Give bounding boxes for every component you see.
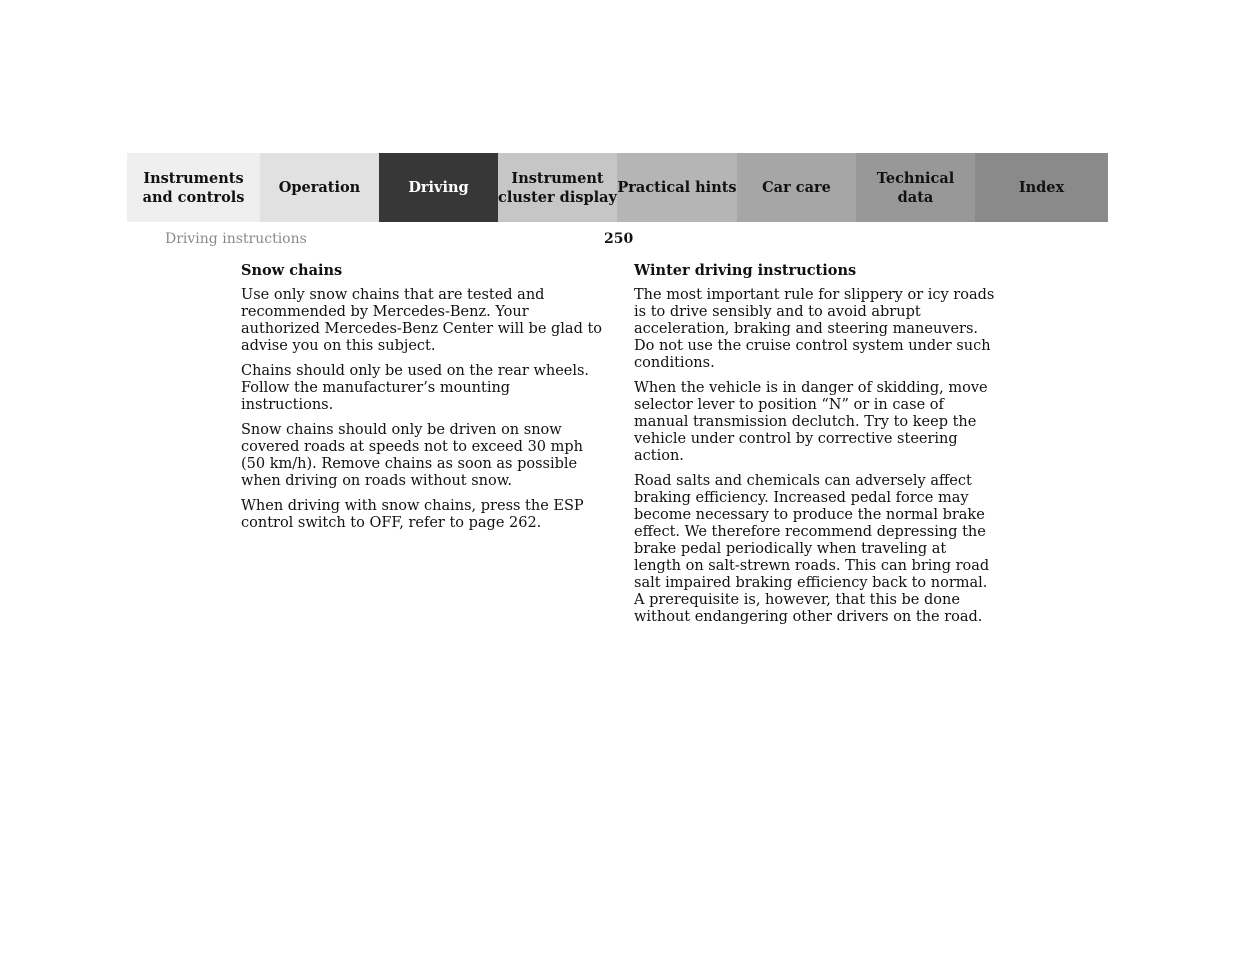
winter-driving-paragraph: Road salts and chemicals can adversely affect braking efficiency. Increased pedal force may become necessary to produce the normal brake effect. We therefore recommend depressing the brake pedal periodically when traveling at length on salt-strewn roads. This can bring road salt impaired braking efficiency back to normal. A prerequisite is, however, that this be done without endangering other drivers on the road. [634,473,990,625]
tab-instruments-and-controls[interactable]: Instruments and controls [127,153,260,222]
winter-driving-paragraph: When the vehicle is in danger of skidding, move selector lever to position “N” or in case of manual transmission declutch. Try to keep the vehicle under control by corrective steering action. [634,380,988,464]
section-tab-bar [127,153,1108,222]
tab-practical-hints[interactable]: Practical hints [617,153,737,222]
winter-driving-paragraph: The most important rule for slippery or icy roads is to drive sensibly and to avoid abrupt acceleration, braking and steering maneuvers. Do not use the cruise control system under such conditions. [634,287,995,371]
tab-index[interactable]: Index [975,153,1108,222]
snow-chains-paragraph: Use only snow chains that are tested and recommended by Mercedes-Benz. Your authorized Mercedes-Benz Center will be glad to advise you on this subject. [241,287,603,354]
page-number: 250 [604,231,634,247]
tab-car-care[interactable]: Car care [737,153,856,222]
tab-technical-data[interactable]: Technical data [856,153,975,222]
snow-chains-column [241,262,603,540]
section-title: Driving instructions [165,231,307,247]
snow-chains-paragraph: Snow chains should only be driven on snow covered roads at speeds not to exceed 30 mph (50 km/h). Remove chains as soon as possible when driving on roads without snow. [241,422,583,489]
snow-chains-paragraph: Chains should only be used on the rear wheels. Follow the manufacturer’s mounting instructions. [241,363,590,413]
tab-driving[interactable]: Driving [379,153,498,222]
tab-operation[interactable]: Operation [260,153,379,222]
snow-chains-heading: Snow chains [241,262,343,279]
tab-instrument-cluster-display[interactable]: Instrument cluster display [498,153,617,222]
winter-driving-column [634,262,996,634]
winter-driving-heading: Winter driving instructions [634,262,857,279]
snow-chains-paragraph: When driving with snow chains, press the ESP control switch to OFF, refer to page 262. [241,498,584,531]
